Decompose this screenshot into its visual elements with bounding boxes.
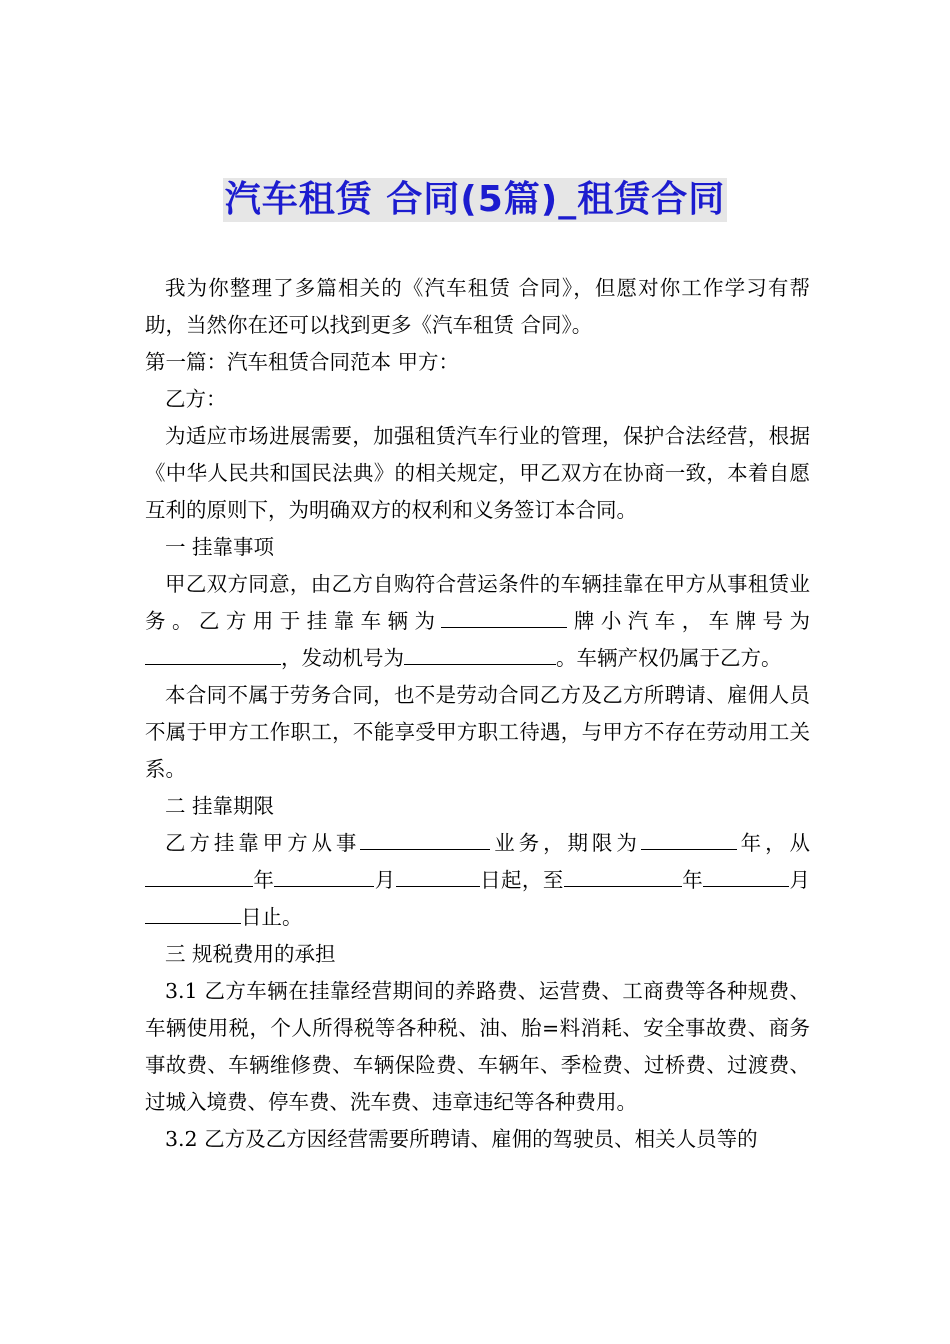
- engine-number-blank: [404, 642, 556, 665]
- s1-text-a: 甲乙双方同意，由乙方自购符合营运条件的车辆挂靠在甲方从事租赁业务。乙方用于挂靠车辆为: [145, 572, 810, 633]
- section-3-heading: 三 规税费用的承担: [165, 942, 336, 966]
- s2-text-h: 月: [789, 868, 811, 892]
- s2-text-f: 日起，至: [479, 868, 564, 892]
- start-year-blank: [145, 864, 253, 887]
- s2-text-e: 月: [374, 868, 396, 892]
- end-day-blank: [145, 901, 241, 924]
- term-years-blank: [641, 827, 737, 850]
- section-1-heading: 一 挂靠事项: [165, 535, 275, 559]
- party-b-line: 乙方：: [165, 387, 227, 411]
- plate-number-blank: [145, 642, 281, 665]
- document-body: [145, 270, 810, 1158]
- s2-text-b: 业务，期限为: [490, 831, 641, 855]
- s1-text-b: 牌小汽车，车牌号为: [567, 609, 811, 633]
- business-type-blank: [360, 827, 490, 850]
- end-year-blank: [564, 864, 682, 887]
- vehicle-brand-blank: [441, 605, 567, 628]
- start-day-blank: [396, 864, 480, 887]
- title-block: [0, 178, 950, 222]
- s2-text-i: 日止。: [241, 905, 303, 929]
- clause-3-1: 3.1 乙方车辆在挂靠经营期间的养路费、运营费、工商费等各种规费、车辆使用税，个人所得税等各种税、油、胎=料消耗、安全事故费、商务事故费、车辆维修费、车辆保险费、车辆年、季检费、过桥费、过渡费、过城入境费、停车费、洗车费、违章违纪等各种费用。: [145, 979, 810, 1114]
- preamble-paragraph: 为适应市场进展需要，加强租赁汽车行业的管理，保护合法经营，根据《中华人民共和国民法典》的相关规定，甲乙双方在协商一致，本着自愿互利的原则下，为明确双方的权利和义务签订本合同。: [145, 424, 810, 522]
- section-2-heading: 二 挂靠期限: [165, 794, 275, 818]
- section-2-paragraph: [145, 825, 810, 936]
- s2-text-c: 年，从: [736, 831, 811, 855]
- s2-text-d: 年: [253, 868, 275, 892]
- intro-paragraph: 我为你整理了多篇相关的《汽车租赁 合同》，但愿对你工作学习有帮助，当然你在还可以找到更多《汽车租赁 合同》。: [145, 276, 810, 337]
- section-1-paragraph-1: [145, 566, 810, 677]
- first-article-heading: 第一篇：汽车租赁合同范本 甲方：: [145, 350, 460, 374]
- s1-text-c: ，发动机号为: [281, 646, 404, 670]
- clause-3-2: 3.2 乙方及乙方因经营需要所聘请、雇佣的驾驶员、相关人员等的: [165, 1127, 758, 1151]
- s1-text-d: 。车辆产权仍属于乙方。: [556, 646, 782, 670]
- start-month-blank: [274, 864, 374, 887]
- s2-text-a: 乙方挂靠甲方从事: [165, 831, 361, 855]
- s2-text-g: 年: [681, 868, 704, 892]
- document-title: 汽车租赁 合同(5篇)_租赁合同: [224, 179, 726, 220]
- end-month-blank: [703, 864, 789, 887]
- section-1-paragraph-2: 本合同不属于劳务合同，也不是劳动合同乙方及乙方所聘请、雇佣人员不属于甲方工作职工，不能享受甲方职工待遇，与甲方不存在劳动用工关系。: [145, 683, 810, 781]
